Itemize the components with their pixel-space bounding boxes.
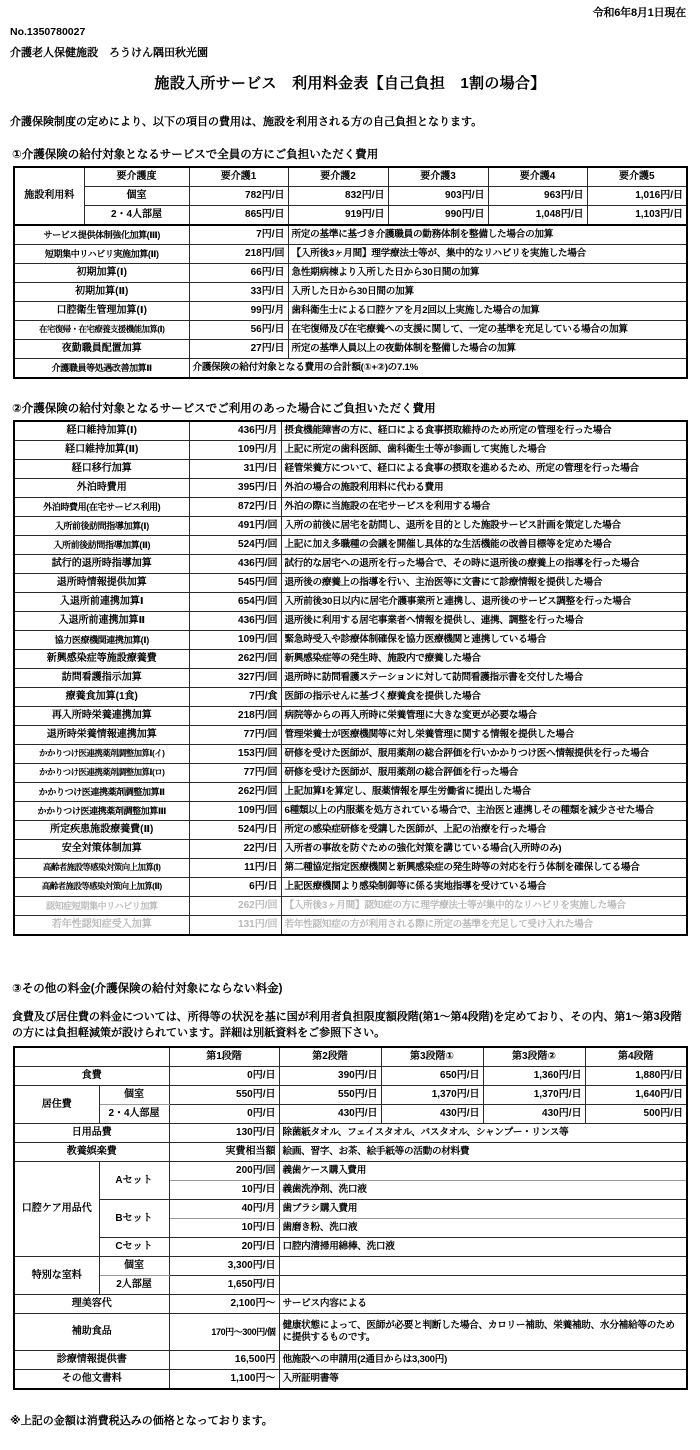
addon-price: 77円/回 xyxy=(189,764,281,783)
table-row xyxy=(14,1047,687,1067)
room-type-shared: 2・4人部屋 xyxy=(84,206,189,226)
medical-info-desc: 他施設への申請用(2通目からは3,300円) xyxy=(279,1351,687,1370)
other-docs-desc: 入所証明書等 xyxy=(279,1370,687,1390)
barber-price: 2,100円～ xyxy=(169,1295,279,1314)
housing-label: 居住費 xyxy=(14,1086,99,1124)
oral-care-price: 200円/回 xyxy=(169,1162,279,1181)
addon-price: 56円/日 xyxy=(189,321,288,340)
addon-name: 所定疾患施設療養費(Ⅱ) xyxy=(14,821,189,840)
oral-care-set-a: Aセット xyxy=(99,1162,169,1200)
addon-name: 退所時栄養情報連携加算 xyxy=(14,726,189,745)
table-row xyxy=(14,245,687,264)
addon-name: かかりつけ医連携薬剤調整加算Ⅰ(イ) xyxy=(14,745,189,764)
table-row xyxy=(14,745,687,764)
meal-stage-3: 650円/日 xyxy=(381,1067,483,1086)
addon-price: 524円/回 xyxy=(189,536,281,555)
addon-desc: 退所時に訪問看護ステーションに対して訪問看護指示書を交付した場合 xyxy=(281,669,687,688)
addon-name: 初期加算(Ⅱ) xyxy=(14,283,189,302)
addon-name: 安全対策体制加算 xyxy=(14,840,189,859)
addon-price: 77円/回 xyxy=(189,726,281,745)
addon-price: 99円/月 xyxy=(189,302,288,321)
table-row xyxy=(14,555,687,574)
oral-care-desc: 口腔内清掃用綿棒、洗口液 xyxy=(279,1238,687,1257)
table-row xyxy=(14,421,687,441)
stage-header-2: 第2段階 xyxy=(279,1047,381,1067)
meal-stage-2: 390円/日 xyxy=(279,1067,381,1086)
table-row xyxy=(14,726,687,745)
addon-price: 395円/日 xyxy=(189,479,281,498)
table-row xyxy=(14,264,687,283)
addon-price: 524円/日 xyxy=(189,821,281,840)
addon-price: 491円/回 xyxy=(189,517,281,536)
housing-sub-private: 個室 xyxy=(99,1086,169,1105)
other-docs-price: 1,100円～ xyxy=(169,1370,279,1390)
addon-name: サービス提供体制強化加算(Ⅲ) xyxy=(14,225,189,245)
addon-desc: 退所後の療養上の指導を行い、主治医等に文書にて診療情報を提供した場合 xyxy=(281,574,687,593)
addon-desc: 摂食機能障害の方に、経口による食事摂取維持のため所定の管理を行った場合 xyxy=(281,421,687,441)
special-room-sub-private: 個室 xyxy=(99,1257,169,1276)
meal-stage-1: 0円/日 xyxy=(169,1067,279,1086)
addon-desc: 急性期病棟より入所した日から30日間の加算 xyxy=(288,264,687,283)
section-1 xyxy=(0,146,700,379)
addon-name: かかりつけ医連携薬剤調整加算Ⅲ xyxy=(14,802,189,821)
shared-fee-2: 919円/日 xyxy=(288,206,388,226)
housing-private-5: 1,640円/日 xyxy=(585,1086,687,1105)
table-row xyxy=(14,1295,687,1314)
effective-date: 令和6年8月1日現在 xyxy=(592,7,686,19)
daily-goods-label: 日用品費 xyxy=(14,1124,169,1143)
section-1-table xyxy=(13,166,688,379)
facility-fee-label: 施設利用料 xyxy=(14,167,84,225)
table-row xyxy=(14,460,687,479)
addon-price: 109円/回 xyxy=(189,802,281,821)
table-row xyxy=(14,1086,687,1105)
addon-desc: 病院等からの再入所時に栄養管理に大きな変更が必要な場合 xyxy=(281,707,687,726)
housing-shared-3: 430円/日 xyxy=(381,1105,483,1124)
care-level-3: 要介護3 xyxy=(388,167,488,187)
room-type-private: 個室 xyxy=(84,187,189,206)
care-level-header: 要介護度 xyxy=(84,167,189,187)
private-fee-4: 963円/日 xyxy=(488,187,587,206)
stage-header-4: 第3段階② xyxy=(483,1047,585,1067)
addon-desc: 若年性認知症の方が利用される際に所定の基準を充足して受け入れた場合 xyxy=(281,916,687,936)
supplement-price: 170円～300円/個 xyxy=(169,1314,279,1351)
stage-header-5: 第4段階 xyxy=(585,1047,687,1067)
addon-desc: 研修を受けた医師が、服用薬剤の総合評価を行った場合 xyxy=(281,764,687,783)
special-room-label: 特別な室料 xyxy=(14,1257,99,1295)
addon-name: 協力医療機関連携加算(Ⅰ) xyxy=(14,631,189,650)
table-row xyxy=(14,878,687,897)
addon-price: 436円/月 xyxy=(189,421,281,441)
table-row xyxy=(14,1370,687,1390)
addon-price: 262円/回 xyxy=(189,783,281,802)
addon-desc: 経管栄養方について、経口による食事の摂取を進めるため、所定の管理を行った場合 xyxy=(281,460,687,479)
oral-care-price: 40円/月 xyxy=(169,1200,279,1219)
supplement-label: 補助食品 xyxy=(14,1314,169,1351)
table-row xyxy=(14,517,687,536)
table-row xyxy=(14,1238,687,1257)
addon-price: 327円/回 xyxy=(189,669,281,688)
addon-name: 訪問看護指示加算 xyxy=(14,669,189,688)
table-row xyxy=(14,1351,687,1370)
addon-desc: 6種類以上の内服薬を処方されている場合で、主治医と連携しその種類を減少させた場合 xyxy=(281,802,687,821)
addon-name: 口腔衛生管理加算(Ⅰ) xyxy=(14,302,189,321)
oral-care-desc: 歯磨き粉、洗口液 xyxy=(279,1219,687,1238)
addon-desc: 退所後に利用する居宅事業者へ情報を提供し、連携、調整を行った場合 xyxy=(281,612,687,631)
addon-name: 初期加算(Ⅰ) xyxy=(14,264,189,283)
addon-price: 33円/日 xyxy=(189,283,288,302)
table-row xyxy=(14,1067,687,1086)
addon-price: 218円/回 xyxy=(189,707,281,726)
addon-name: かかりつけ医連携薬剤調整加算Ⅰ(ロ) xyxy=(14,764,189,783)
housing-private-3: 1,370円/日 xyxy=(381,1086,483,1105)
addon-name: 高齢者施設等感染対策向上加算(Ⅱ) xyxy=(14,878,189,897)
addon-name: 短期集中リハビリ実施加算(Ⅱ) xyxy=(14,245,189,264)
addon-name: 外泊時費用 xyxy=(14,479,189,498)
section-2 xyxy=(0,400,700,936)
special-room-price-private: 3,300円/日 xyxy=(169,1257,279,1276)
oral-care-desc: 義歯洗浄剤、洗口液 xyxy=(279,1181,687,1200)
table-row xyxy=(14,225,687,245)
section-3-table xyxy=(13,1046,688,1390)
stage-header-1: 第1段階 xyxy=(169,1047,279,1067)
table-row xyxy=(14,1124,687,1143)
table-row xyxy=(14,1257,687,1276)
table-row xyxy=(14,479,687,498)
table-row xyxy=(14,187,687,206)
stage-header-3: 第3段階① xyxy=(381,1047,483,1067)
addon-desc: 試行的な居宅への退所を行った場合で、その時に退所後の療養上の指導を行った場合 xyxy=(281,555,687,574)
addon-price: 27円/日 xyxy=(189,340,288,359)
addon-desc: 上記加算Ⅰを算定し、服薬情報を厚生労働省に提出した場合 xyxy=(281,783,687,802)
table-row xyxy=(14,340,687,359)
care-level-5: 要介護5 xyxy=(587,167,687,187)
shared-fee-3: 990円/日 xyxy=(388,206,488,226)
housing-sub-shared: 2・4人部屋 xyxy=(99,1105,169,1124)
addon-desc: 新興感染症等の発生時、施設内で療養した場合 xyxy=(281,650,687,669)
addon-desc: 歯科衛生士による口腔ケアを月2回以上実施した場合の加算 xyxy=(288,302,687,321)
addon-desc: 緊急時受入や診療体制確保を協力医療機関と連携している場合 xyxy=(281,631,687,650)
addon-name: 退所時情報提供加算 xyxy=(14,574,189,593)
medical-info-label: 診療情報提供書 xyxy=(14,1351,169,1370)
addon-desc: 入所前後30日以内に居宅介護事業所と連携し、退所後のサービス調整を行った場合 xyxy=(281,593,687,612)
addon-price: 872円/日 xyxy=(189,498,281,517)
table-row xyxy=(14,206,687,226)
private-fee-2: 832円/日 xyxy=(288,187,388,206)
addon-name: 入所前後訪問指導加算(Ⅱ) xyxy=(14,536,189,555)
addon-name: かかりつけ医連携薬剤調整加算Ⅱ xyxy=(14,783,189,802)
table-row xyxy=(14,321,687,340)
section-3-note: 食費及び居住費の料金については、所得等の状況を基に国が利用者負担限度額段階(第1～第4段階)を定めており、その内、第1～第3段階の方には負担軽減策が設けられています。詳細は別紙資料をご参照下さい。 xyxy=(12,1011,682,1039)
addon-desc: 所定の基準人員以上の夜勤体制を整備した場合の加算 xyxy=(288,340,687,359)
table-row xyxy=(14,1105,687,1124)
care-level-4: 要介護4 xyxy=(488,167,587,187)
section-2-table xyxy=(13,420,688,936)
special-room-price-double: 1,650円/日 xyxy=(169,1276,279,1295)
oral-care-desc: 歯ブラシ購入費用 xyxy=(279,1200,687,1219)
addon-name: 試行的退所時指導加算 xyxy=(14,555,189,574)
housing-private-2: 550円/日 xyxy=(279,1086,381,1105)
section-3-heading: ③その他の料金(介護保険の給付対象にならない料金) xyxy=(12,983,283,995)
table-row xyxy=(14,359,687,379)
table-row xyxy=(14,593,687,612)
recreation-price: 実費相当額 xyxy=(169,1143,279,1162)
addon-desc: 医師の指示せんに基づく療養食を提供した場合 xyxy=(281,688,687,707)
addon-name: 経口移行加算 xyxy=(14,460,189,479)
care-level-1: 要介護1 xyxy=(189,167,288,187)
table-row xyxy=(14,764,687,783)
section-2-heading: ②介護保険の給付対象となるサービスでご利用のあった場合にご負担いただく費用 xyxy=(12,403,436,415)
addon-name: 新興感染症等施設療養費 xyxy=(14,650,189,669)
page-title: 施設入所サービス 利用料金表【自己負担 1割の場合】 xyxy=(154,75,546,92)
addon-name: 夜勤職員配置加算 xyxy=(14,340,189,359)
addon-price: 109円/回 xyxy=(189,631,281,650)
addon-price: 31円/日 xyxy=(189,460,281,479)
intro-paragraph: 介護保険制度の定めにより、以下の項目の費用は、施設を利用される方の自己負担となります。 xyxy=(10,116,483,128)
table-row xyxy=(14,536,687,555)
shared-fee-5: 1,103円/日 xyxy=(587,206,687,226)
table-row xyxy=(14,1200,687,1219)
addon-desc: 研修を受けた医師が、服用薬剤の総合評価を行いかかりつけ医へ情報提供を行った場合 xyxy=(281,745,687,764)
table-row xyxy=(14,897,687,916)
addon-price: 7円/食 xyxy=(189,688,281,707)
table-row xyxy=(14,802,687,821)
shared-fee-4: 1,048円/日 xyxy=(488,206,587,226)
housing-private-1: 550円/日 xyxy=(169,1086,279,1105)
housing-shared-5: 500円/日 xyxy=(585,1105,687,1124)
addon-price: 436円/回 xyxy=(189,555,281,574)
oral-care-desc: 義歯ケース購入費用 xyxy=(279,1162,687,1181)
oral-care-label: 口腔ケア用品代 xyxy=(14,1162,99,1257)
private-fee-1: 782円/日 xyxy=(189,187,288,206)
addon-desc: 入所者の事故を防ぐための強化対策を講じている場合(入所時のみ) xyxy=(281,840,687,859)
addon-price: 218円/回 xyxy=(189,245,288,264)
meal-stage-5: 1,880円/日 xyxy=(585,1067,687,1086)
addon-name: 入退所前連携加算Ⅱ xyxy=(14,612,189,631)
addon-desc: 外泊の際に当施設の在宅サービスを利用する場合 xyxy=(281,498,687,517)
shared-fee-1: 865円/日 xyxy=(189,206,288,226)
addon-price: 11円/日 xyxy=(189,859,281,878)
housing-shared-1: 0円/日 xyxy=(169,1105,279,1124)
section-3-table-wrap xyxy=(0,1046,700,1390)
table-row xyxy=(14,283,687,302)
addon-name: 再入所時栄養連携加算 xyxy=(14,707,189,726)
addon-desc: 所定の基準に基づき介護職員の勤務体制を整備した場合の加算 xyxy=(288,225,687,245)
addon-price: 22円/日 xyxy=(189,840,281,859)
addon-price: 66円/日 xyxy=(189,264,288,283)
table-row xyxy=(14,302,687,321)
recreation-desc: 絵画、習字、お茶、絵手紙等の活動の材料費 xyxy=(279,1143,687,1162)
table-row xyxy=(14,631,687,650)
private-fee-3: 903円/日 xyxy=(388,187,488,206)
daily-goods-price: 130円/日 xyxy=(169,1124,279,1143)
facility-name: 介護老人保健施設 ろうけん隅田秋光園 xyxy=(10,47,208,59)
addon-name: 高齢者施設等感染対策向上加算(Ⅰ) xyxy=(14,859,189,878)
meal-stage-4: 1,360円/日 xyxy=(483,1067,585,1086)
table-row xyxy=(14,1314,687,1351)
improvement-addon-desc: 介護保険の給付対象となる費用の合計額(①+②)の7.1% xyxy=(189,359,687,379)
addon-price: 654円/回 xyxy=(189,593,281,612)
table-row xyxy=(14,707,687,726)
addon-name: 経口維持加算(Ⅰ) xyxy=(14,421,189,441)
addon-price: 262円/回 xyxy=(189,897,281,916)
addon-desc: 上記に所定の歯科医師、歯科衛生士等が参画して実施した場合 xyxy=(281,441,687,460)
supplement-desc: 健康状態によって、医師が必要と判断した場合、カロリー補助、栄養補助、水分補給等のために提供するものです。 xyxy=(279,1314,687,1351)
medical-info-price: 16,500円 xyxy=(169,1351,279,1370)
addon-price: 7円/日 xyxy=(189,225,288,245)
addon-price: 262円/回 xyxy=(189,650,281,669)
addon-desc: 【入所後3ヶ月間】理学療法士等が、集中的なリハビリを実施した場合 xyxy=(288,245,687,264)
improvement-addon-name: 介護職員等処遇改善加算Ⅱ xyxy=(14,359,189,379)
addon-desc: 入所の前後に居宅を訪問し、退所を目的とした施設サービス計画を策定した場合 xyxy=(281,517,687,536)
table-row xyxy=(14,783,687,802)
table-row xyxy=(14,1162,687,1181)
oral-care-set-b: Bセット xyxy=(99,1200,169,1238)
table-row xyxy=(14,859,687,878)
table-row xyxy=(14,1276,687,1295)
oral-care-price: 20円/日 xyxy=(169,1238,279,1257)
addon-price: 131円/回 xyxy=(189,916,281,936)
special-room-sub-double: 2人部屋 xyxy=(99,1276,169,1295)
barber-label: 理美容代 xyxy=(14,1295,169,1314)
addon-desc: 外泊の場合の施設利用料に代わる費用 xyxy=(281,479,687,498)
table-row xyxy=(14,167,687,187)
housing-shared-4: 430円/日 xyxy=(483,1105,585,1124)
addon-name: 療養食加算(1食) xyxy=(14,688,189,707)
addon-price: 153円/回 xyxy=(189,745,281,764)
table-row xyxy=(14,441,687,460)
table-row xyxy=(14,916,687,936)
addon-desc: 所定の感染症研修を受講した医師が、上記の治療を行った場合 xyxy=(281,821,687,840)
section-3 xyxy=(0,980,700,1042)
addon-price: 109円/月 xyxy=(189,441,281,460)
private-fee-5: 1,016円/日 xyxy=(587,187,687,206)
table-row xyxy=(14,688,687,707)
addon-desc: 上記に加え多職種の会議を開催し具体的な生活機能の改善目標等を定めた場合 xyxy=(281,536,687,555)
addon-name: 経口維持加算(Ⅱ) xyxy=(14,441,189,460)
care-level-2: 要介護2 xyxy=(288,167,388,187)
addon-desc: 上記医療機関より感染制御等に係る実地指導を受けている場合 xyxy=(281,878,687,897)
addon-name: 外泊時費用(在宅サービス利用) xyxy=(14,498,189,517)
table-row xyxy=(14,840,687,859)
oral-care-set-c: Cセット xyxy=(99,1238,169,1257)
oral-care-price: 10円/日 xyxy=(169,1181,279,1200)
barber-desc: サービス内容による xyxy=(279,1295,687,1314)
addon-price: 545円/回 xyxy=(189,574,281,593)
oral-care-price: 10円/日 xyxy=(169,1219,279,1238)
section-1-heading: ①介護保険の給付対象となるサービスで全員の方にご負担いただく費用 xyxy=(12,149,379,161)
special-room-desc-private xyxy=(279,1257,687,1276)
tax-footnote: ※上記の金額は消費税込みの価格となっております。 xyxy=(10,1415,273,1427)
table-row xyxy=(14,1143,687,1162)
table-row xyxy=(14,669,687,688)
meal-label: 食費 xyxy=(14,1067,169,1086)
facility-number: No.1350780027 xyxy=(10,26,86,38)
addon-price: 6円/日 xyxy=(189,878,281,897)
table-row xyxy=(14,574,687,593)
addon-price: 436円/回 xyxy=(189,612,281,631)
housing-shared-2: 430円/日 xyxy=(279,1105,381,1124)
daily-goods-desc: 除菌紙タオル、フェイスタオル、バスタオル、シャンプー・リンス等 xyxy=(279,1124,687,1143)
addon-name: 在宅復帰・在宅療養支援機能加算(Ⅰ) xyxy=(14,321,189,340)
table-row xyxy=(14,612,687,631)
table-row xyxy=(14,498,687,517)
addon-desc: 在宅復帰及び在宅療養への支援に関して、一定の基準を充足している場合の加算 xyxy=(288,321,687,340)
table-row xyxy=(14,650,687,669)
addon-desc: 管理栄養士が医療機関等に対し栄養管理に関する情報を提供した場合 xyxy=(281,726,687,745)
recreation-label: 教養娯楽費 xyxy=(14,1143,169,1162)
addon-name: 入所前後訪問指導加算(Ⅰ) xyxy=(14,517,189,536)
addon-desc: 入所した日から30日間の加算 xyxy=(288,283,687,302)
addon-desc: 【入所後3ヶ月間】認知症の方に理学療法士等が集中的なリハビリを実施した場合 xyxy=(281,897,687,916)
stage-header-blank xyxy=(14,1047,169,1067)
housing-private-4: 1,370円/日 xyxy=(483,1086,585,1105)
addon-name: 認知症短期集中リハビリ加算 xyxy=(14,897,189,916)
addon-desc: 第二種協定指定医療機関と新興感染症の発生時等の対応を行う体制を確保してる場合 xyxy=(281,859,687,878)
addon-name: 若年性認知症受入加算 xyxy=(14,916,189,936)
table-row xyxy=(14,821,687,840)
addon-name: 入退所前連携加算Ⅰ xyxy=(14,593,189,612)
other-docs-label: その他文書料 xyxy=(14,1370,169,1390)
special-room-desc-double xyxy=(279,1276,687,1295)
